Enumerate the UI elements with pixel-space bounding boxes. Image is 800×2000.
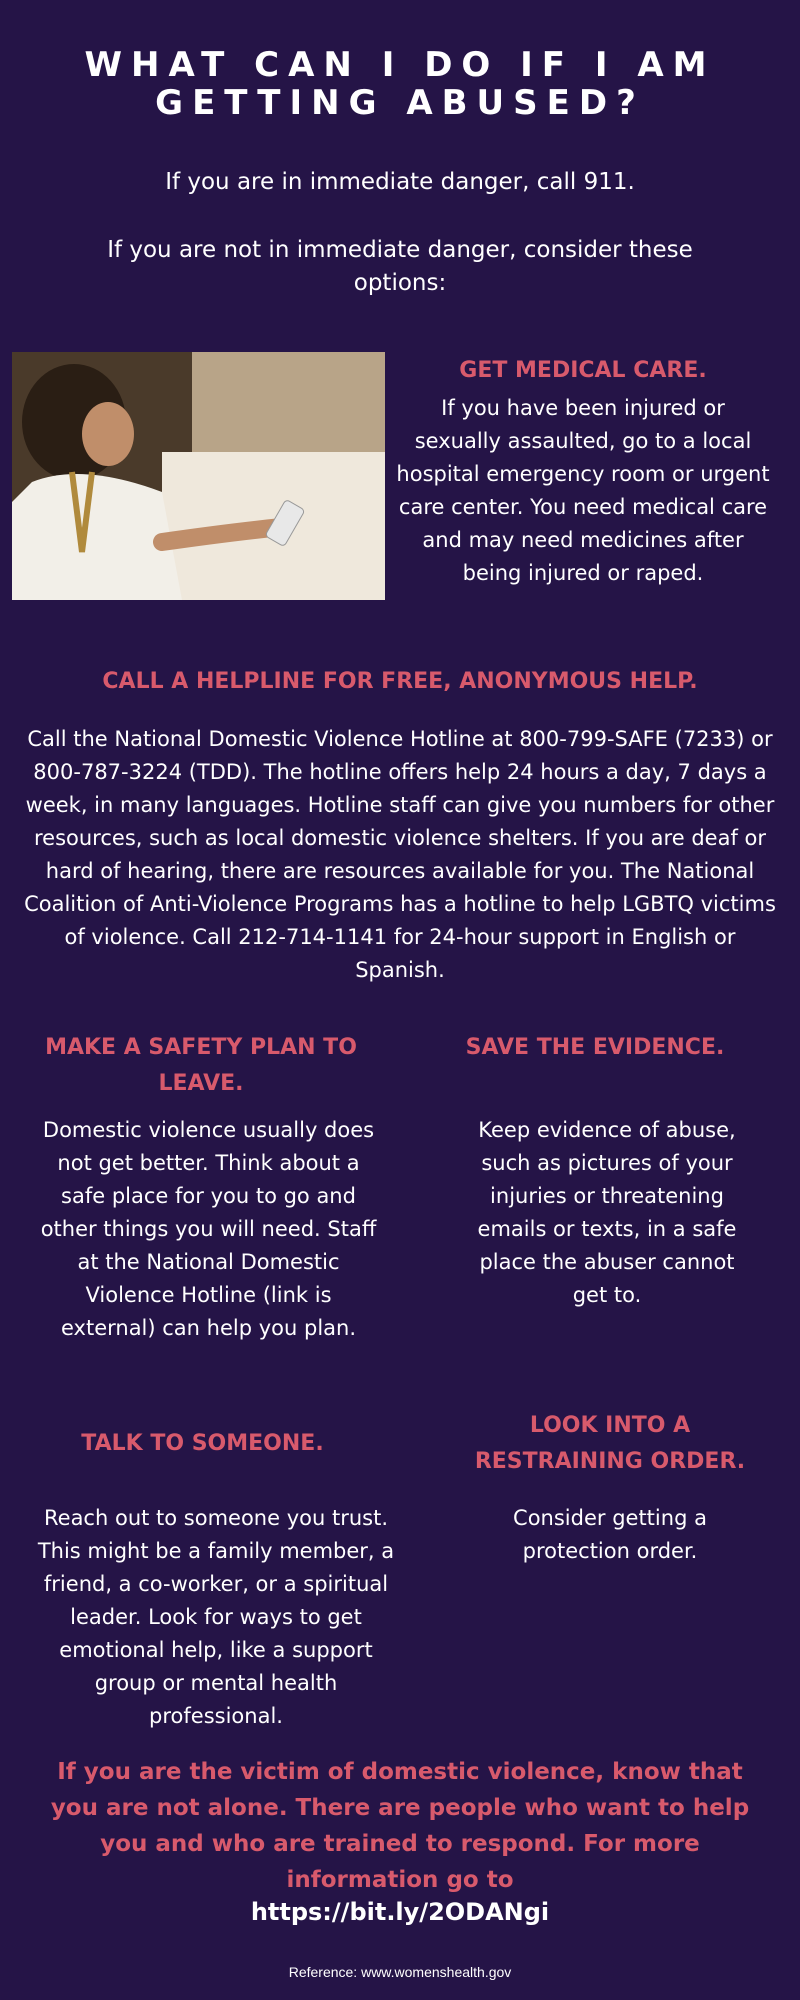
talk-to-someone-heading: TALK TO SOMEONE. [81, 1431, 324, 1456]
closing-message: If you are the victim of domestic violence, know that you are not alone. There are people who want to help you and who are trained to respond. For more information go to [50, 1759, 750, 1893]
safety-plan-heading: MAKE A SAFETY PLAN TO LEAVE. [45, 1035, 357, 1096]
save-evidence-heading: SAVE THE EVIDENCE. [465, 1035, 725, 1060]
helpline-text: Call the National Domestic Violence Hotline at 800-799-SAFE (7233) or 800-787-3224 (TDD). The hotline offers help 24 hours a day, 7 days a week, in many languages. Hotline staff can give you numbers for other resources, such as local domestic violence shelters. If you are deaf or hard of hearing, there are resources available for you. The National Coalition of Anti-Violence Programs has a hotline to help LGBTQ victims of violence. Call 212-714-1141 for 24-hour support in English or Spanish. [24, 727, 776, 982]
save-evidence-text: Keep evidence of abuse, such as pictures of your injuries or threatening emails or texts, in a safe place the abuser cannot get to. [477, 1118, 737, 1307]
helpline-heading: CALL A HELPLINE FOR FREE, ANONYMOUS HELP. [102, 669, 698, 694]
page-title: WHAT CAN I DO IF I AM GETTING ABUSED? [84, 45, 716, 123]
talk-to-someone-text: Reach out to someone you trust. This might be a family member, a friend, a co-worker, or a spiritual leader. Look for ways to get emotional help, like a support group or mental health professional. [37, 1506, 395, 1728]
restraining-order-heading: LOOK INTO A RESTRAINING ORDER. [474, 1413, 746, 1474]
restraining-order-text: Consider getting a protection order. [513, 1506, 707, 1563]
woman-with-phone-photo [12, 352, 385, 600]
reference-text: Reference: www.womenshealth.gov [288, 1964, 512, 1980]
intro-danger-text: If you are in immediate danger, call 911. [165, 169, 635, 195]
intro-options-text: If you are not in immediate danger, consider these options: [107, 237, 693, 296]
more-info-link[interactable]: https://bit.ly/2ODANgi [250, 1898, 550, 1926]
medical-care-heading: GET MEDICAL CARE. [459, 358, 707, 383]
medical-care-text: If you have been injured or sexually assaulted, go to a local hospital emergency room or urgent care center. You need medical care and may need medicines after being injured or raped. [396, 396, 770, 585]
safety-plan-text: Domestic violence usually does not get better. Think about a safe place for you to go and other things you will need. Staff at the National Domestic Violence Hotline (link is external) can help you plan. [40, 1118, 377, 1340]
